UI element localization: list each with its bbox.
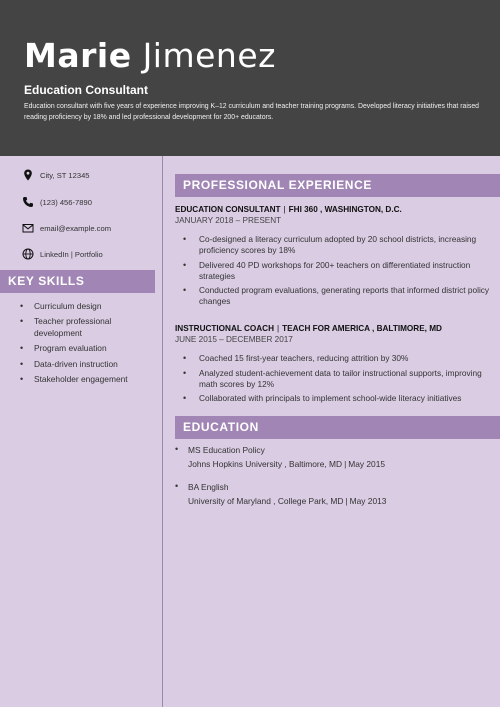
last-name: Jimenez (142, 36, 276, 75)
job-title-line: EDUCATION CONSULTANT | FHI 360 , WASHINGTON, D.C. (175, 205, 402, 214)
job-dates: JANUARY 2018 – PRESENT (175, 216, 282, 225)
contact-email[interactable] (22, 220, 157, 236)
school-line: Johns Hopkins University , Baltimore, MD | May 2015 (188, 459, 386, 469)
contact-links[interactable] (22, 246, 157, 262)
profile-links[interactable]: LinkedIn | Portfolio (40, 249, 103, 259)
job-bullet: • Delivered 40 PD workshops for 200+ teachers on differentiated instruction strategies (183, 260, 493, 282)
job-title: INSTRUCTIONAL COACH (175, 324, 275, 333)
skill-item: • Curriculum design (20, 301, 155, 312)
school-line: University of Maryland , College Park, MD | May 2013 (188, 496, 387, 506)
job-company: TEACH FOR AMERICA , BALTIMORE, MD (282, 324, 442, 333)
job-bullet: • Coached 15 first-year teachers, reducing attrition by 30% (183, 353, 493, 364)
email-link[interactable]: email@example.com (40, 223, 112, 233)
education-entry (175, 482, 493, 506)
globe-icon (22, 248, 34, 260)
job-bullet: • Collaborated with principals to implement school-wide literacy initiatives (183, 393, 493, 404)
job-bullets (175, 234, 493, 307)
contact-location (22, 167, 157, 183)
first-name: Marie (24, 36, 132, 75)
job-bullet: • Co-designed a literacy curriculum adopted by 20 school districts, increasing proficiency scores by 18% (183, 234, 493, 256)
job-bullet: • Analyzed student-achievement data to tailor instructional supports, improving math scores by 12% (183, 368, 493, 390)
education-heading: EDUCATION (175, 416, 500, 439)
graduation-date: May 2013 (349, 496, 387, 506)
skill-item: • Program evaluation (20, 343, 155, 354)
contact-phone (22, 194, 157, 210)
skill-item: • Data-driven instruction (20, 359, 155, 370)
envelope-icon (22, 222, 34, 234)
key-skills-heading: KEY SKILLS (0, 270, 155, 293)
phone-icon (22, 196, 34, 208)
school-name: Johns Hopkins University , Baltimore, MD (188, 459, 343, 469)
professional-summary: Education consultant with five years of experience improving K–12 curriculum and teacher training programs. Developed literacy initiatives that raised reading proficiency by 18% and led professional development for 200+ educators. (24, 103, 480, 121)
location-text: City, ST 12345 (40, 170, 90, 180)
map-pin-icon (22, 169, 34, 181)
job-bullets (175, 353, 493, 404)
job-entry (175, 205, 493, 311)
candidate-name (24, 36, 276, 75)
experience-heading: PROFESSIONAL EXPERIENCE (175, 174, 500, 197)
job-dates: JUNE 2015 – DECEMBER 2017 (175, 335, 293, 344)
job-bullet: • Conducted program evaluations, generating reports that informed district policy changes (183, 285, 493, 307)
phone-text: (123) 456-7890 (40, 197, 92, 207)
job-title-line: INSTRUCTIONAL COACH | TEACH FOR AMERICA , BALTIMORE, MD (175, 324, 442, 333)
school-name: University of Maryland , College Park, MD (188, 496, 344, 506)
job-title: EDUCATION CONSULTANT (175, 205, 281, 214)
job-company: FHI 360 , WASHINGTON, D.C. (288, 205, 402, 214)
education-entry (175, 445, 493, 469)
skills-list (20, 301, 155, 389)
degree: • MS Education Policy (175, 445, 493, 455)
graduation-date: May 2015 (348, 459, 386, 469)
skill-item: • Stakeholder engagement (20, 374, 155, 385)
job-role: Education Consultant (24, 83, 148, 97)
degree: • BA English (175, 482, 493, 492)
column-divider (162, 156, 163, 707)
job-entry (175, 324, 493, 408)
resume-header (0, 0, 500, 156)
skill-item: • Teacher professional development (20, 316, 155, 339)
